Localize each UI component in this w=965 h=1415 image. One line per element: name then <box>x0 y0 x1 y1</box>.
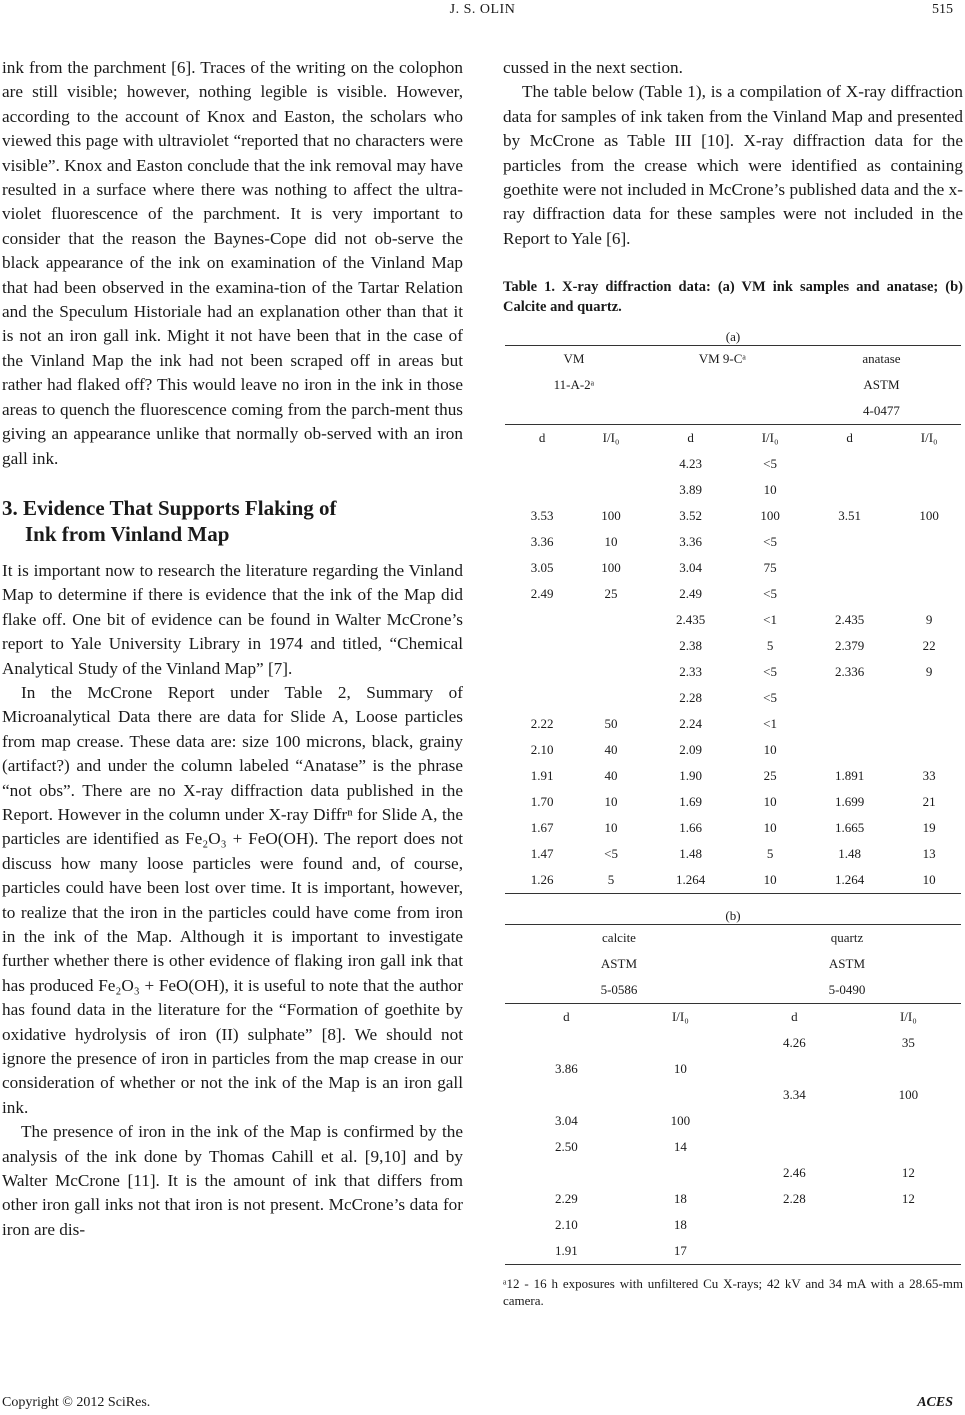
table-cell <box>897 685 961 711</box>
table-cell: <5 <box>604 846 618 862</box>
table-row <box>505 1134 961 1160</box>
table-cell: 22 <box>922 638 936 654</box>
table-cell: 2.49 <box>530 586 554 602</box>
table-cell: 1.891 <box>835 768 865 784</box>
table-cell <box>579 659 643 685</box>
table-cell: 2.33 <box>679 664 702 680</box>
table-cell <box>505 1030 628 1056</box>
table-cell: 3.89 <box>679 482 702 498</box>
table-cell: 1.699 <box>835 794 865 810</box>
table-cell: <1 <box>763 612 778 628</box>
table-cell <box>733 1134 856 1160</box>
table-cell: 10 <box>738 867 802 894</box>
table-cell: 3.53 <box>530 508 554 524</box>
table-cell: 100 <box>919 508 939 524</box>
table-cell: 50 <box>604 716 618 732</box>
table-row <box>505 503 961 529</box>
table-cell: 25 <box>763 768 777 784</box>
table-row <box>505 659 961 685</box>
table-cell <box>856 1056 961 1082</box>
table-cell: 9 <box>925 664 933 680</box>
table-cell: 14 <box>673 1139 687 1155</box>
table-cell: 1.47 <box>530 846 554 862</box>
table-cell <box>579 607 643 633</box>
table-cell: <5 <box>763 586 778 602</box>
table-cell: 1.90 <box>679 768 702 784</box>
table-row <box>505 789 961 815</box>
table-caption: Table 1. X-ray diffraction data: (a) VM ink samples and anatase; (b) Calcite and quartz. <box>503 279 963 316</box>
table-a-group-sub: ASTM <box>863 377 900 393</box>
table-cell: 10 <box>763 820 777 836</box>
table-cell: 4.23 <box>679 456 702 472</box>
table-cell <box>802 737 897 763</box>
table-b <box>505 924 961 1265</box>
table-row <box>505 685 961 711</box>
right-column <box>503 56 963 1309</box>
table-row <box>505 711 961 737</box>
table-cell <box>505 607 579 633</box>
table-a-group-sub <box>643 372 802 398</box>
table-cell: 2.435 <box>675 612 706 628</box>
table-row <box>505 555 961 581</box>
table-cell: 35 <box>901 1035 915 1051</box>
table-cell <box>505 451 579 477</box>
paragraph-iron-presence: The presence of iron in the ink of the Map is confirmed by the analysis of the ink done by Thomas Cahill et al. [9,10] and by Walter McCrone [11]. It is the amount of ink that differs from other iron gall inks not that iron is not present. McCrone’s data for iron are dis- <box>2 1122 463 1239</box>
table-row <box>505 607 961 633</box>
column-header: I/I₀ <box>738 425 802 452</box>
table-cell <box>505 477 579 503</box>
table-cell: 3.36 <box>530 534 554 550</box>
table-row <box>505 1212 961 1238</box>
table-a-label: (a) <box>725 329 741 345</box>
table-cell: <5 <box>763 690 778 706</box>
table-cell: <5 <box>763 456 778 472</box>
table-cell: 5 <box>766 846 774 862</box>
table-cell <box>802 685 897 711</box>
table-cell <box>802 477 897 503</box>
table-b-group-sub: ASTM <box>828 956 866 972</box>
table-cell: 5 <box>766 638 774 654</box>
table-cell: 3.04 <box>679 560 702 576</box>
table-cell: 21 <box>922 794 936 810</box>
table-cell: 2.38 <box>679 638 702 654</box>
table-row <box>505 1160 961 1186</box>
table-cell: 40 <box>604 742 618 758</box>
table-b-group-header: calcite <box>505 925 733 952</box>
table-cell: 2.49 <box>679 586 702 602</box>
table-cell: <1 <box>763 716 778 732</box>
table-cell: 100 <box>601 508 621 524</box>
table-cell: 2.28 <box>679 690 702 706</box>
table-cell: 18 <box>673 1191 687 1207</box>
table-cell: 1.665 <box>835 820 865 836</box>
table-cell <box>897 451 961 477</box>
column-header: I/I₀ <box>628 1004 733 1031</box>
table-row <box>505 477 961 503</box>
table-cell: 10 <box>763 482 777 498</box>
table-cell: 3.86 <box>555 1061 578 1077</box>
table-cell: 2.336 <box>835 664 865 680</box>
copyright-footer: Copyright © 2012 SciRes. <box>2 1395 151 1410</box>
table-cell <box>802 555 897 581</box>
table-cell: 3.04 <box>555 1113 578 1129</box>
column-header: I/I₀ <box>579 425 643 452</box>
table-cell: 10 <box>604 820 618 836</box>
section-heading-line2: Ink from Vinland Map <box>25 521 230 546</box>
table-b-label: (b) <box>725 908 741 924</box>
table-a-group-header: anatase <box>802 346 961 373</box>
table-cell: 10 <box>604 794 618 810</box>
column-header: I/I₀ <box>897 425 961 452</box>
table-cell <box>897 737 961 763</box>
column-header: d <box>643 425 738 452</box>
table-cell: 1.70 <box>530 794 554 810</box>
table-cell: 1.91 <box>530 768 554 784</box>
table-cell: 2.29 <box>555 1191 578 1207</box>
table-cell: 2.09 <box>679 742 702 758</box>
table-cell: 2.28 <box>782 1191 806 1207</box>
table-cell: 5 <box>579 867 643 894</box>
table-row <box>505 1056 961 1082</box>
table-cell: 10 <box>673 1061 687 1077</box>
table-row <box>505 529 961 555</box>
table-cell: 100 <box>760 508 780 524</box>
table-cell: 12 <box>901 1191 915 1207</box>
table-row <box>505 1186 961 1212</box>
table-cell <box>505 659 579 685</box>
table-row <box>505 581 961 607</box>
table-cell <box>579 477 643 503</box>
table-cell <box>579 685 643 711</box>
table-cell <box>628 1160 733 1186</box>
table-cell <box>897 555 961 581</box>
table-a-group-sub: 11-A-2ᵃ <box>553 377 595 393</box>
table-row <box>505 815 961 841</box>
table-row <box>505 1082 961 1108</box>
journal-name: ACES <box>917 1395 953 1410</box>
table-cell: 9 <box>925 612 933 628</box>
table-cell <box>802 711 897 737</box>
paragraph-table-intro: The table below (Table 1), is a compilation of X-ray diffraction data for samples of ink taken from the Vinland Map and presented by McCrone as Table III [10]. X-ray diffraction data for the particles from the crease which were identified as containing goethite were not included in McCrone’s published data and the x-ray diffraction data for these samples were not included in the Report to Yale [6]. <box>503 82 963 248</box>
table-cell: 3.36 <box>679 534 702 550</box>
table-cell: 1.91 <box>505 1238 628 1265</box>
table-row <box>505 841 961 867</box>
table-cell: 2.50 <box>555 1139 578 1155</box>
table-cell <box>733 1238 856 1265</box>
table-cell <box>505 1082 628 1108</box>
section-heading-line1: 3. Evidence That Supports Flaking of <box>2 495 337 520</box>
column-header: d <box>733 1004 856 1031</box>
table-cell: 4.26 <box>782 1035 806 1051</box>
table-row <box>505 1030 961 1056</box>
table-cell <box>856 1108 961 1134</box>
table-cell <box>897 581 961 607</box>
table-cell: 1.264 <box>643 867 738 894</box>
table-row <box>505 1238 961 1265</box>
table-cell <box>802 451 897 477</box>
table-cell: 2.46 <box>782 1165 806 1181</box>
table-cell <box>856 1212 961 1238</box>
table-row <box>505 1108 961 1134</box>
table-cell <box>897 529 961 555</box>
table-cell: 19 <box>922 820 936 836</box>
table-cell: 2.24 <box>679 716 702 732</box>
table-cell <box>505 633 579 659</box>
table-cell: 2.10 <box>530 742 554 758</box>
table-cell: 3.34 <box>782 1087 806 1103</box>
table-cell: 100 <box>898 1087 919 1103</box>
table-cell <box>897 477 961 503</box>
table-b-group-sub: 5-0586 <box>600 982 638 998</box>
table-b-group-header: quartz <box>733 925 961 952</box>
table-cell: 1.48 <box>838 846 861 862</box>
table-row <box>505 737 961 763</box>
table-cell: <5 <box>763 534 778 550</box>
table-footnote: ᵃ12 - 16 h exposures with unfiltered Cu X-rays; 42 kV and 34 mA with a 28.65-mm camera. <box>503 1276 963 1309</box>
table-cell: 1.26 <box>505 867 579 894</box>
paragraph-continued: cussed in the next section. <box>503 58 683 77</box>
table-cell <box>733 1056 856 1082</box>
section-heading <box>2 495 463 547</box>
table-cell: 3.52 <box>679 508 702 524</box>
table-a-group-sub <box>643 398 802 425</box>
table-cell: 2.435 <box>835 612 865 628</box>
table-a-group-header: VM <box>505 346 643 373</box>
table-cell: 10 <box>897 867 961 894</box>
table-cell: <5 <box>763 664 778 680</box>
table-cell <box>733 1212 856 1238</box>
table-cell <box>802 581 897 607</box>
table-cell <box>897 711 961 737</box>
table-cell: 18 <box>673 1217 687 1233</box>
table-cell: 10 <box>763 794 777 810</box>
table-cell: 13 <box>922 846 936 862</box>
table-cell: 10 <box>763 742 777 758</box>
table-cell: 1.48 <box>679 846 702 862</box>
left-column <box>2 56 463 1242</box>
column-header: d <box>505 425 579 452</box>
table-row <box>505 451 961 477</box>
table-cell: 100 <box>601 560 621 576</box>
table-cell: 1.69 <box>679 794 702 810</box>
column-header: I/I₀ <box>856 1004 961 1031</box>
table-row <box>505 867 961 894</box>
table-cell: 3.05 <box>530 560 554 576</box>
table-cell <box>733 1108 856 1134</box>
paragraph-mccrone-report: In the McCrone Report under Table 2, Summary of Microanalytical Data there are data for Slide A, Loose particles from map crease. These data are: size 100 microns, black, grainy (artifact?) and under the column labeled “Anatase” is the phrase “not obs”. There are no X-ray diffraction data published in the Report. However in the column under X-ray Diffrⁿ for Slide A, the particles are identified as Fe₂O₃ + FeO(OH). The report does not discuss how many loose particles were found and, of course, particles could have been lost over time. It is important, however, to realize that the iron in the particles could have come from iron in the ink of the Map. Although it is important to investigate further whether there is other evidence of flaking iron gall ink that has produced Fe₂O₃ + FeO(OH), it is useful to note that the author has found data in the literature for the “Formation of goethite by oxidative hydrolysis of iron (II) sulphate” [8]. We should not ignore the presence of iron in particles from the map crease in our consideration of whether or not the ink of the Map is an iron gall ink. <box>2 682 463 1117</box>
table-cell: 12 <box>901 1165 915 1181</box>
table-cell <box>505 685 579 711</box>
column-header: d <box>802 425 897 452</box>
paragraph-ink-removal: ink from the parchment [6]. Traces of the writing on the colophon are still visible; however, nothing legible is visible. However, according to the account of Knox and Easton, the scholars who viewed this page with ultraviolet “reported that no characters were visible”. Knox and Easton conclude that the ink removal may have resulted in a surface where there was nothing to affect the ultra-violet fluorescence of the parchment. It is very important to consider that the reason the Baynes-Cope did not ob-serve the black appearance of the ink on examination of the Vinland Map that had been observed in the examina-tion of the Tartar Relation and the Speculum Historiale had an explanation other than that it is not an iron gall ink. Might it not have been that in the case of the Vinland Map the ink had not been scraped off in areas but rather had flaked off? This would leave no iron in the ink in those areas to quench the fluorescence coming from the parch-ment thus giving an appearance unlike that normally ob-served with an iron gall ink. <box>2 58 463 468</box>
table-cell: 1.67 <box>530 820 554 836</box>
running-header-author: J. S. OLIN <box>449 2 516 17</box>
table-a-group-sub <box>505 398 643 425</box>
table-cell <box>856 1238 961 1265</box>
table-cell <box>628 1030 733 1056</box>
column-header: d <box>505 1004 628 1031</box>
table-b-group-sub: 5-0490 <box>828 982 866 998</box>
table-cell: 100 <box>670 1113 691 1129</box>
table-cell: 1.66 <box>679 820 702 836</box>
paragraph-research-literature: It is important now to research the literature regarding the Vinland Map to determine if there is evidence that the ink of the Map did flake off. One bit of evidence can be found in Walter McCrone’s report to Yale University Library in 1974 and titled, “Chemical Analytical Study of the Vinland Map” [7]. <box>2 560 463 678</box>
page-number: 515 <box>932 2 953 17</box>
table-a-group-sub: 4-0477 <box>863 403 900 419</box>
table-cell: 2.22 <box>530 716 554 732</box>
table-cell: 75 <box>763 560 777 576</box>
table-cell: 3.51 <box>838 508 861 524</box>
table-cell: 40 <box>604 768 618 784</box>
table-a <box>505 345 961 894</box>
table-cell <box>505 1160 628 1186</box>
table-row <box>505 763 961 789</box>
table-b-group-sub: ASTM <box>600 956 638 972</box>
table-cell <box>579 633 643 659</box>
table-cell: 1.264 <box>802 867 897 894</box>
table-cell: 2.379 <box>835 638 865 654</box>
table-a-group-header: VM 9-Cᵃ <box>643 346 802 373</box>
table-cell: 33 <box>922 768 936 784</box>
table-cell: 25 <box>604 586 618 602</box>
table-cell <box>856 1134 961 1160</box>
table-cell <box>802 529 897 555</box>
table-cell: 17 <box>628 1238 733 1265</box>
table-cell <box>628 1082 733 1108</box>
table-cell: 10 <box>604 534 618 550</box>
table-row <box>505 633 961 659</box>
table-cell <box>579 451 643 477</box>
table-cell: 2.10 <box>555 1217 578 1233</box>
